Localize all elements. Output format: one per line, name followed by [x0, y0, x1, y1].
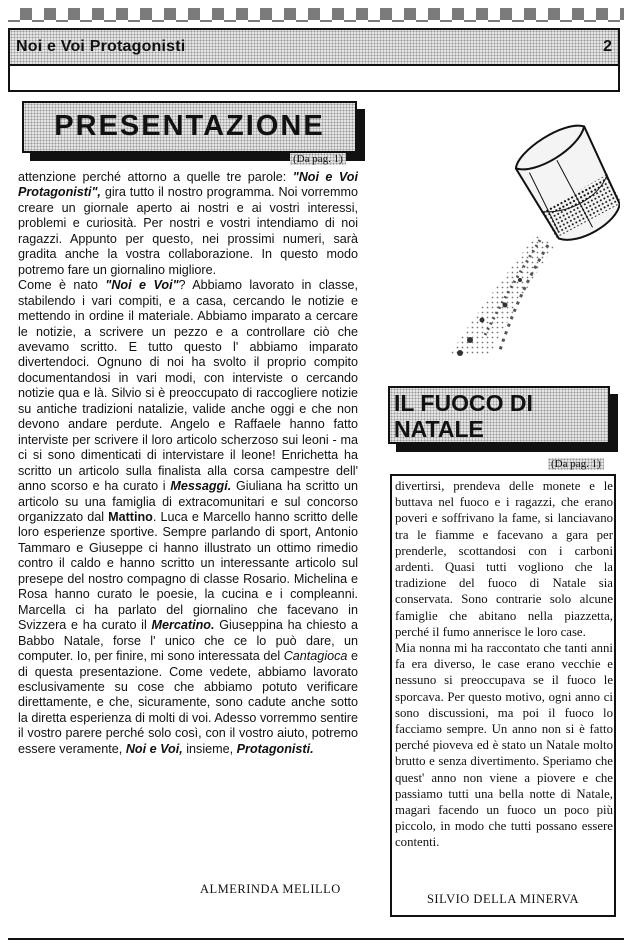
article-paragraph: Mia nonna mi ha raccontato che tanti anni fa era diverso, le case erano vecchie e nessuno si preoccupava se il fuoco le sporcava. Per questo motivo, ogni anno ci sono discussioni, ma poi il fuoco lo facciamo sempre. Un anno non si è fatto perché pioveva ed è stato un Natale molto brutto e senza divertimento. Speriamo che quest' anno non viene a piovere e che passiamo tutti una bella notte di Natale, magari facendo un fuoco un poco più piccolo, in modo che tutti possano essere contenti.	[395, 641, 613, 850]
presentazione-title-box	[22, 101, 357, 153]
continued-from-label: (Da pag. 1)	[548, 458, 604, 470]
fuoco-article	[395, 478, 613, 851]
header-band	[10, 30, 618, 66]
fuoco-title: IL FUOCO DI NATALE	[394, 390, 533, 442]
sack-pouring-coins-icon	[420, 115, 620, 365]
newsletter-title: Noi e Voi Protagonisti	[16, 38, 186, 55]
article-paragraph: attenzione perché attorno a quelle tre parole: "Noi e Voi Protagonisti", gira tutto il nostro programma. Noi vorremmo creare un giornale aperto ai nostri e ai vostri interessi, problemi e curiosità. Per nostri e vostri intendiamo di noi ragazzi. Appunto per questo, nei prossimi numeri, sarà gradita anche la vostra collaborazione. In questo modo potremo fare un giornalino migliore.	[18, 170, 358, 277]
fuoco-title-box	[388, 386, 610, 444]
continued-from-label: (Da pag. 1)	[290, 153, 346, 165]
fuoco-article-box	[390, 474, 616, 917]
article-paragraph: Come è nato "Noi e Voi"? Abbiamo lavorato in classe, stabilendo i vari compiti, e a casa, cercando le notizie e mettendo in ordine il materiale. Abbiamo imparato a cercare le notizie, a scrivere un pezzo e a controllare ciò che avevamo scritto. E tutto questo l' abbiamo imparato divertendoci. Ognuno di noi ha svolto il proprio compito documentandosi in vari modi, con interviste o cercando notizie qua e là. Silvio si è preoccupato di raccogliere notizie su antiche tradizioni natalizie, valide anche oggi e che non devono andare perdute. Angelo e Raffaele hanno fatto interviste per scrivere il loro articolo scherzoso sui leoni - ma ci si sono dimenticati di intervistare il leone! Enrichetta ha scritto un articolo sulla finalista alla corsa campestre dell' anno scorso e ha curato i Messaggi. Giuliana ha scritto un articolo su una famiglia di extracomunitari e sul concorso organizzato dal Mattino. Luca e Marcello hanno scritto delle loro esperienze sportive. Sempre parlando di sport, Antonio Tammaro e Giuseppe ci hanno illustrato un ottimo rimedio contro il caldo e hanno scritto un interessante articolo sul presepe del nostro compagno di classe Rosario. Michelina e Rosa hanno curato le poesie, la cucina e i compleanni. Marcella ci ha parlato del giornalino che facevano in Svizzera e ha curato il Mercatino. Giuseppina ha chiesto a Babbo Natale, forse l' unico che ce lo può dare, un computer. Io, per finire, mi sono interessata del Cantagioca e di questa presentazione. Come vedete, abbiamo lavorato esclusivamente su cose che abbiamo potuto verificare direttamente, e che, sicuramente, sono cadute anche sotto la diretta esperienza di molti di voi. Adesso vorremmo sentire il vostro parere perché solo così, con il vostro aiuto, potremo essere veramente, Noi e Voi, insieme, Protagonisti.	[18, 278, 359, 756]
presentazione-title: PRESENTAZIONE	[54, 110, 325, 142]
page-header	[8, 28, 620, 92]
checkered-border-strip	[8, 8, 624, 22]
page-number: 2	[603, 38, 612, 55]
presentazione-article	[18, 170, 358, 757]
author-signature: ALMERINDA MELILLO	[200, 882, 341, 896]
author-signature: SILVIO DELLA MINERVA	[426, 892, 580, 906]
article-paragraph: divertirsi, prendeva delle monete e le buttava nel fuoco e i ragazzi, che erano poveri e soffrivano la fame, si lanciavano tra le fiamme e facevano a gara per prenderle, scottandosi con i carboni ardenti. Quasi tutti vogliono che la tradizione del fuoco di Natale sia conservata. Sono contrarie solo alcune famiglie che abitano nella piazzetta, perché il fumo annerisce le loro case.	[395, 479, 613, 639]
bottom-rule	[8, 938, 624, 940]
